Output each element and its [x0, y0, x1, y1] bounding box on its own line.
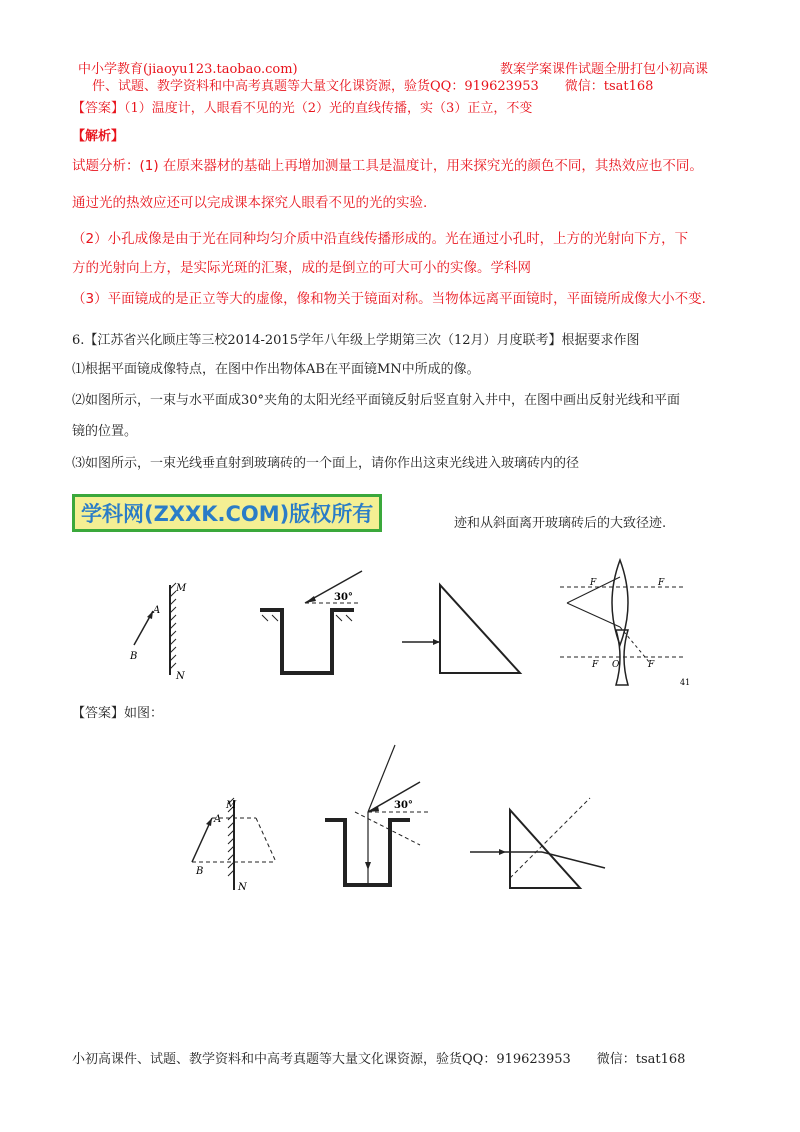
answer-well-figure	[325, 745, 428, 885]
answer-mirror-figure	[192, 798, 276, 893]
label-a: A	[153, 605, 161, 616]
answer-figures	[180, 740, 620, 900]
header-right: 教案学案课件试题全册打包小初高课	[500, 62, 709, 77]
label-o: O	[612, 660, 620, 670]
lens-figure	[560, 560, 690, 687]
footer: 小初高课件、试题、教学资料和中高考真题等大量文化课资源，验货QQ：919623953 微信：tsat168	[72, 1052, 686, 1067]
label-angle: 30°	[334, 592, 353, 603]
analysis-line-3: （2）小孔成像是由于光在同种均匀介质中沿直线传播形成的。光在通过小孔时，上方的光射向下方，下	[72, 231, 689, 247]
answer6-text: 如图：	[124, 706, 164, 721]
analysis-line-1: 试题分析：(1) 在原来器材的基础上再增加测量工具是温度计，用来探究光的颜色不同，其热效应也不同。	[72, 158, 703, 174]
answer6-label	[72, 706, 163, 722]
answer-prism-figure	[470, 798, 605, 888]
question6-part1: ⑴根据平面镜成像特点，在图中作出物体AB在平面镜MN中所成的像。	[72, 362, 480, 377]
question-figures	[120, 555, 700, 695]
answer-label-b: B	[196, 866, 204, 877]
question6-part3b: 迹和从斜面离开玻璃砖后的大致径迹.	[454, 516, 667, 531]
answer-label-angle: 30°	[394, 800, 413, 811]
label-n: N	[176, 671, 185, 682]
label-f3: F	[592, 660, 599, 670]
analysis-line-2: 通过光的热效应还可以完成课本探究人眼看不见的光的实验.	[72, 195, 428, 211]
answer5-line: 【答案】（1）温度计，人眼看不见的光（2）光的直线传播，实（3）正立，不变	[72, 101, 533, 116]
question6-part3a: ⑶如图所示，一束光线垂直射到玻璃砖的一个面上，请你作出这束光线进入玻璃砖内的径	[72, 456, 580, 471]
answer-label-a: A	[214, 814, 222, 825]
answer6-bracket: 【答案】	[72, 706, 125, 721]
analysis-label: 【解析】	[72, 129, 125, 144]
header-line2: 件、试题、教学资料和中高考真题等大量文化课资源，验货QQ：919623953 微信：tsat168	[92, 79, 654, 94]
page-mark: 41	[680, 678, 691, 687]
label-f2: F	[658, 578, 665, 588]
answer-label-m: M	[226, 800, 237, 811]
question6-part2a: ⑵如图所示，一束与水平面成30°夹角的太阳光经平面镜反射后竖直射入井中，在图中画出反射光线和平面	[72, 393, 681, 408]
well-figure	[260, 571, 362, 673]
analysis-line-5: （3）平面镜成的是正立等大的虚像，像和物关于镜面对称。当物体远离平面镜时，平面镜所成像大小不变.	[72, 291, 706, 307]
label-b: B	[130, 651, 138, 662]
question6-title: 6.【江苏省兴化顾庄等三校2014-2015学年八年级上学期第三次（12月）月度联考】根据要求作图	[72, 333, 640, 348]
label-f1: F	[590, 578, 597, 588]
analysis-line-4: 方的光射向上方，是实际光斑的汇聚，成的是倒立的可大可小的实像。学科网	[72, 260, 531, 276]
label-f4: F	[648, 660, 655, 670]
label-m: M	[176, 583, 187, 594]
prism-figure	[402, 585, 520, 673]
answer-label-n: N	[238, 882, 247, 893]
question6-part2b: 镜的位置。	[72, 424, 138, 439]
header-left: 中小学教育(jiaoyu123.taobao.com)	[78, 62, 298, 77]
plane-mirror-figure	[129, 583, 187, 682]
copyright-stamp: 学科网(ZXXK.COM)版权所有	[72, 494, 382, 532]
